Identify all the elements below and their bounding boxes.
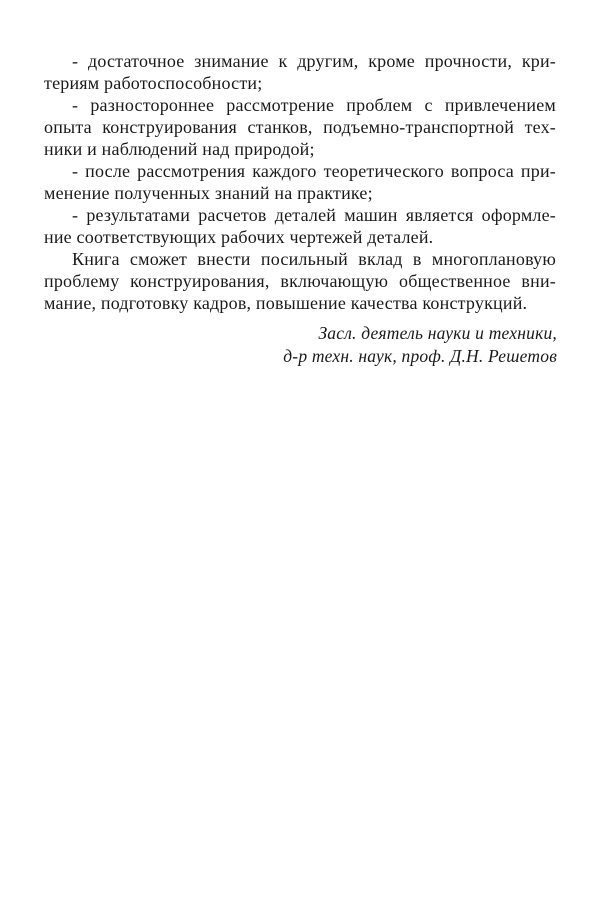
text-line: Книга сможет внести посильный вклад в многоплановую: [72, 249, 556, 269]
text-line: - достаточное знимание к другим, кроме прочности, кри-: [72, 51, 556, 71]
text-line: ники и наблюдений над природой;: [44, 139, 315, 159]
text-line: - результатами расчетов деталей машин является оформле-: [72, 205, 556, 225]
body-text: [44, 50, 556, 314]
text-line: мание, подготовку кадров, повышение качества конструкций.: [44, 293, 528, 313]
text-line: опыта конструирования станков, подъемно-транспортной тех-: [44, 117, 556, 137]
text-line: ние соответствующих рабочих чертежей деталей.: [44, 227, 434, 247]
signature-name-line: д-р техн. наук, проф. Д.Н. Решетов: [283, 346, 557, 366]
author-signature: [283, 322, 557, 368]
text-line: - разностороннее рассмотрение проблем с привлечением: [72, 95, 556, 115]
text-line: териям работоспособности;: [44, 73, 263, 93]
text-line: менение полученных знаний на практике;: [44, 183, 373, 203]
text-line: - после рассмотрения каждого теоретического вопроса при-: [72, 161, 556, 181]
signature-title-line: Засл. деятель науки и техники,: [318, 323, 557, 343]
text-line: проблему конструирования, включающую общественное вни-: [44, 271, 556, 291]
